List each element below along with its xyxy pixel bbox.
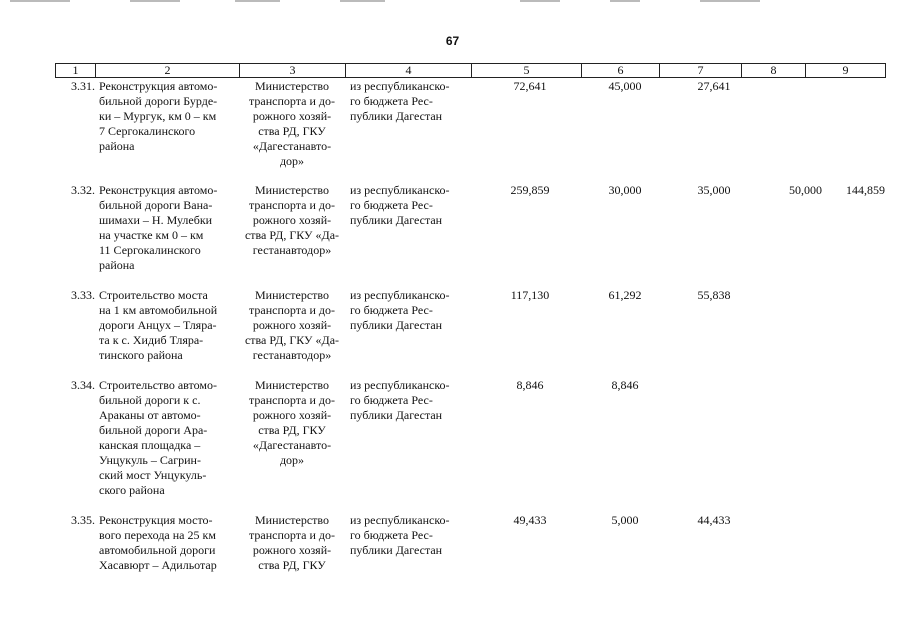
project-name-line: вого перехода на 25 км: [99, 528, 216, 542]
project-name-line: канская площадка –: [99, 438, 201, 452]
project-name: [99, 513, 237, 573]
scan-edge-line: [700, 0, 760, 2]
executor-line: ства РД, ГКУ: [258, 423, 326, 437]
executor: [241, 513, 343, 573]
table-header: [55, 63, 886, 78]
executor-line: рожного хозяй-: [252, 213, 332, 227]
executor-line: рожного хозяй-: [252, 109, 332, 123]
funding-source-line: из республиканско-: [350, 378, 450, 392]
executor-line: Министерство: [255, 513, 329, 527]
executor-line: гестанавтодор»: [252, 243, 332, 257]
executor-line: транспорта и до-: [249, 198, 335, 212]
project-name-line: 7 Сергокалинского: [99, 124, 196, 138]
amount-col-9: 144,859: [846, 183, 885, 197]
executor-line: дор»: [279, 154, 305, 168]
executor-line: рожного хозяй-: [252, 408, 332, 422]
executor-line: транспорта и до-: [249, 393, 335, 407]
funding-source: [350, 378, 472, 423]
project-name: [99, 183, 237, 273]
scan-edge-line: [340, 0, 385, 2]
amount-col-6: 8,846: [611, 378, 639, 392]
project-name-line: дороги Анцух – Тляра-: [99, 318, 217, 332]
scan-edge-line: [520, 0, 560, 2]
project-name-line: ский мост Унцукуль-: [99, 468, 207, 482]
project-name-line: Строительство моста: [99, 288, 208, 302]
project-name-line: Реконструкция автомо-: [99, 183, 218, 197]
project-name-line: бильной дороги к с.: [99, 393, 201, 407]
funding-source: [350, 288, 472, 333]
row-number: 3.35.: [71, 513, 95, 527]
scan-edge-line: [130, 0, 180, 2]
funding-source-line: из республиканско-: [350, 183, 450, 197]
total-amount: 259,859: [510, 183, 550, 197]
header-col-4: 4: [346, 64, 472, 77]
row-number: 3.31.: [71, 79, 95, 93]
amount-col-6: 45,000: [608, 79, 642, 93]
header-col-6: 6: [582, 64, 660, 77]
amount-col-6: 30,000: [608, 183, 642, 197]
scan-edge-line: [235, 0, 280, 2]
project-name-line: Хасавюрт – Адильотар: [99, 558, 217, 572]
header-col-1: 1: [56, 64, 96, 77]
project-name-line: автомобильной дороги: [99, 543, 216, 557]
funding-source-line: го бюджета Рес-: [350, 528, 433, 542]
page-number: 67: [445, 34, 460, 48]
executor-line: Министерство: [255, 79, 329, 93]
executor-line: Министерство: [255, 378, 329, 392]
amount-col-6: 61,292: [608, 288, 642, 302]
amount-col-7: 55,838: [697, 288, 731, 302]
funding-source-line: го бюджета Рес-: [350, 393, 433, 407]
amount-col-8: 50,000: [789, 183, 822, 197]
executor-line: транспорта и до-: [249, 303, 335, 317]
executor: [241, 288, 343, 363]
project-name-line: бильной дороги Ара-: [99, 423, 208, 437]
project-name-line: Строительство автомо-: [99, 378, 217, 392]
project-name-line: Реконструкция автомо-: [99, 79, 218, 93]
amount-col-7: 35,000: [697, 183, 731, 197]
project-name-line: та к с. Хидиб Тляра-: [99, 333, 204, 347]
project-name-line: Реконструкция мосто-: [99, 513, 213, 527]
funding-source: [350, 79, 472, 124]
funding-source-line: го бюджета Рес-: [350, 303, 433, 317]
scan-edge-line: [610, 0, 640, 2]
project-name-line: бильной дороги Бурде-: [99, 94, 218, 108]
funding-source-line: публики Дагестан: [350, 318, 443, 332]
funding-source-line: публики Дагестан: [350, 408, 443, 422]
total-amount: 49,433: [513, 513, 547, 527]
executor: [241, 378, 343, 468]
funding-source-line: из республиканско-: [350, 79, 450, 93]
project-name-line: ки – Мургук, км 0 – км: [99, 109, 217, 123]
row-number: 3.33.: [71, 288, 95, 302]
header-col-3: 3: [240, 64, 346, 77]
funding-source: [350, 183, 472, 228]
project-name-line: на 1 км автомобильной: [99, 303, 218, 317]
project-name-line: на участке км 0 – км: [99, 228, 204, 242]
funding-source-line: публики Дагестан: [350, 213, 443, 227]
executor-line: рожного хозяй-: [252, 543, 332, 557]
funding-source-line: го бюджета Рес-: [350, 198, 433, 212]
project-name-line: шимахи – Н. Мулебки: [99, 213, 213, 227]
funding-source-line: го бюджета Рес-: [350, 94, 433, 108]
project-name-line: бильной дороги Вана-: [99, 198, 213, 212]
header-col-8: 8: [742, 64, 806, 77]
row-number: 3.32.: [71, 183, 95, 197]
scan-edge-line: [10, 0, 70, 2]
executor-line: ства РД, ГКУ «Да-: [244, 228, 340, 242]
amount-col-6: 5,000: [611, 513, 639, 527]
executor: [241, 183, 343, 258]
funding-source: [350, 513, 472, 558]
project-name-line: Араканы от автомо-: [99, 408, 201, 422]
executor-line: «Дагестанавто-: [252, 139, 332, 153]
executor-line: транспорта и до-: [249, 94, 335, 108]
executor-line: гестанавтодор»: [252, 348, 332, 362]
amount-col-7: 27,641: [697, 79, 731, 93]
total-amount: 8,846: [516, 378, 544, 392]
project-name-line: района: [99, 139, 135, 153]
header-col-5: 5: [472, 64, 582, 77]
project-name-line: тинского района: [99, 348, 183, 362]
project-name-line: района: [99, 258, 135, 272]
header-col-7: 7: [660, 64, 742, 77]
executor-line: транспорта и до-: [249, 528, 335, 542]
funding-source-line: из республиканско-: [350, 513, 450, 527]
project-name: [99, 378, 237, 498]
project-name-line: Унцукуль – Сагрин-: [99, 453, 201, 467]
executor-line: рожного хозяй-: [252, 318, 332, 332]
executor: [241, 79, 343, 169]
total-amount: 117,130: [510, 288, 550, 302]
project-name-line: 11 Сергокалинского: [99, 243, 201, 257]
executor-line: Министерство: [255, 288, 329, 302]
total-amount: 72,641: [513, 79, 547, 93]
executor-line: Министерство: [255, 183, 329, 197]
project-name: [99, 288, 237, 363]
executor-line: ства РД, ГКУ «Да-: [244, 333, 340, 347]
funding-source-line: из республиканско-: [350, 288, 450, 302]
project-name-line: ского района: [99, 483, 165, 497]
funding-source-line: публики Дагестан: [350, 543, 443, 557]
executor-line: дор»: [279, 453, 305, 467]
funding-source-line: публики Дагестан: [350, 109, 443, 123]
header-col-9: 9: [806, 64, 886, 77]
header-col-2: 2: [96, 64, 240, 77]
amount-col-7: 44,433: [697, 513, 731, 527]
project-name: [99, 79, 237, 154]
row-number: 3.34.: [71, 378, 95, 392]
executor-line: «Дагестанавто-: [252, 438, 332, 452]
executor-line: ства РД, ГКУ: [258, 558, 326, 572]
executor-line: ства РД, ГКУ: [258, 124, 326, 138]
